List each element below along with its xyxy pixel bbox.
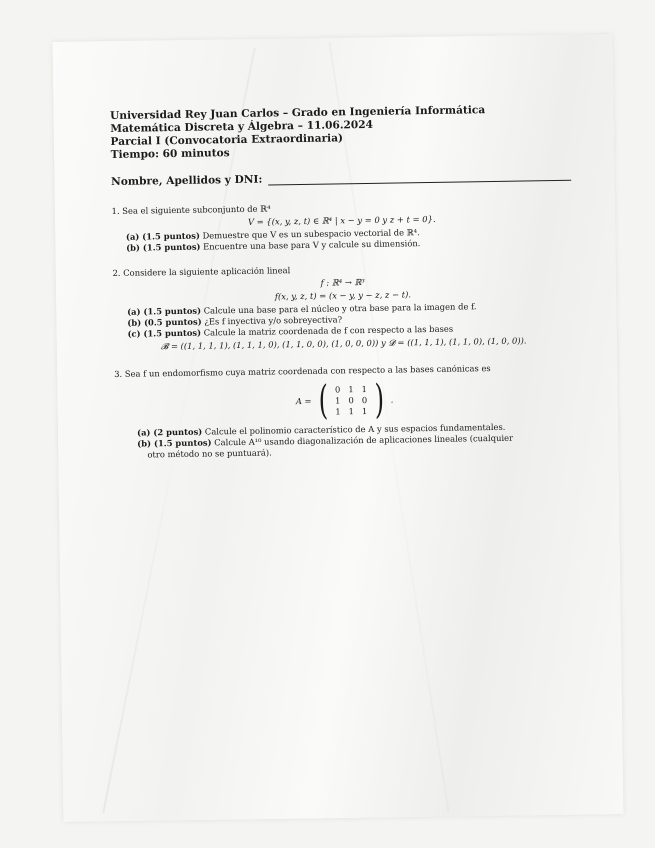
q2-a-label: (a) (1.5 puntos) (127, 305, 202, 317)
q3-b-label: (b) (1.5 puntos) (137, 437, 212, 449)
matrix-cell: 1 (335, 405, 341, 416)
q2-map: f : ℝ⁴ → ℝ³ (320, 277, 365, 288)
q3-matrix-row (114, 377, 575, 424)
question-1 (112, 199, 573, 254)
q3-matrix-end: . (390, 394, 394, 405)
exam-header (110, 103, 571, 162)
q3-part-b-cont: otro método no se puntuará). (147, 447, 272, 460)
header-exam: Parcial I (Convocatoria Extraordinaria) (110, 132, 344, 148)
matrix-cell: 0 (348, 394, 354, 405)
matrix-cell: 1 (348, 405, 355, 416)
q3-a-label: (a) (2 puntos) (136, 426, 203, 438)
q2-b-text: ¿Es f inyectiva y/o sobreyectiva? (201, 314, 343, 327)
q2-c-text: Calcule la matriz coordenada de f con respecto a las bases (200, 323, 454, 338)
q2-bases: 𝓑 = ((1, 1, 1, 1), (1, 1, 1, 0), (1, 1, 0, 0), (1, 0, 0, 0)) y 𝓓 = ((1, 1, 1), (1, 1, 0), (1, 0, 0)). (160, 335, 527, 352)
q2-a-text: Calcule una base para el núcleo y otra base para la imagen de f. (200, 301, 477, 316)
q3-matrix (315, 376, 387, 424)
matrix-left-paren: ( (318, 377, 329, 424)
question-3 (114, 362, 575, 461)
q3-a-text: Calcule el polinomio característico de A y sus espacios fundamentales. (202, 421, 506, 437)
q2-c-label: (c) (1.5 puntos) (127, 327, 202, 339)
q2-b-label: (b) (0.5 puntos) (127, 316, 202, 328)
q1-a-label: (a) (1.5 puntos) (125, 230, 200, 242)
q1-b-label: (b) (1.5 puntos) (126, 241, 201, 253)
header-course: Matemática Discreta y Álgebra – 11.06.2024 (110, 118, 374, 135)
header-university: Universidad Rey Juan Carlos – Grado en Ingeniería Informática (110, 104, 486, 122)
q3-matrix-label: A = (295, 395, 312, 406)
q2-intro: 2. Considere la siguiente aplicación lineal (112, 265, 291, 278)
exam-content (110, 103, 575, 461)
matrix-cell: 1 (335, 394, 341, 405)
q1-set: V = {(x, y, z, t) ∈ ℝ⁴ | x − y = 0 y z + t = 0}. (247, 213, 436, 227)
matrix-cell: 0 (334, 383, 341, 395)
name-field (111, 169, 571, 188)
matrix-right-paren: ) (373, 376, 384, 423)
question-2 (112, 261, 573, 353)
q1-a-text: Demuestre que V es un subespacio vectorial de ℝ⁴. (199, 227, 420, 241)
name-field-line[interactable] (268, 172, 571, 186)
q3-intro: 3. Sea f un endomorfismo cuya matriz coordenada con respecto a las bases canónicas es (114, 363, 491, 379)
header-time: Tiempo: 60 minutos (110, 147, 230, 161)
q1-b-text: Encuentre una base para V y calcule su dimensión. (200, 238, 421, 252)
name-field-label: Nombre, Apellidos y DNI: (111, 173, 263, 188)
matrix-cell: 1 (348, 383, 354, 394)
matrix-cell: 1 (361, 405, 368, 416)
q3-b-text: Calcule A¹⁰ usando diagonalización de aplicaciones lineales (cualquier (211, 432, 514, 448)
matrix-cell: 0 (361, 394, 368, 405)
q1-intro: 1. Sea el siguiente subconjunto de ℝ⁴ (111, 203, 271, 216)
matrix-cell: 1 (361, 383, 368, 394)
matrix-table (331, 383, 372, 417)
q2-rule: f(x, y, z, t) = (x − y, y − z, z − t). (274, 289, 412, 302)
